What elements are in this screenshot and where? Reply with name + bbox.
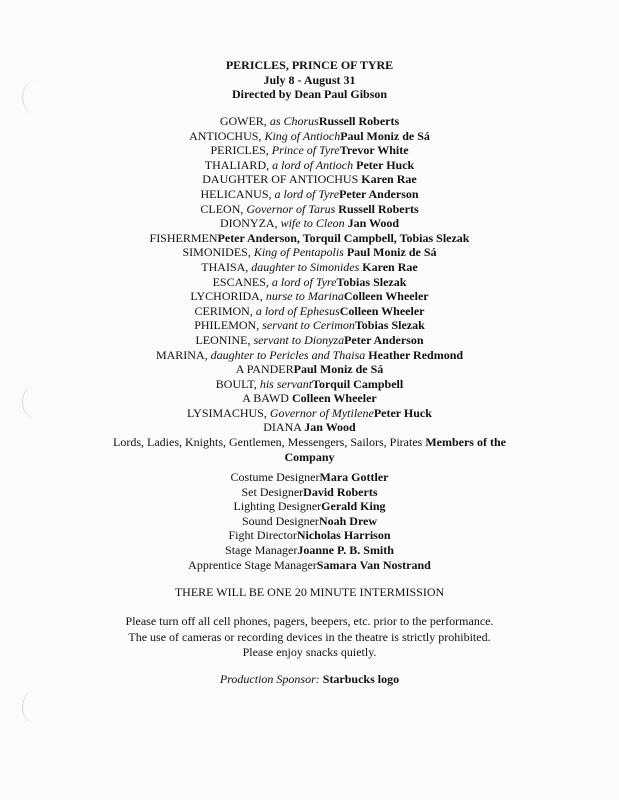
cast-list [0, 114, 619, 464]
cast-role: CERIMON, [194, 303, 256, 318]
cast-row [0, 348, 619, 363]
cast-role: ANTIOCHUS, [189, 128, 265, 143]
cast-role-description: a lord of Antioch [272, 157, 357, 172]
policy-line: Please turn off all cell phones, pagers, beepers, etc. prior to the performance. [125, 614, 494, 628]
cast-row [0, 114, 619, 129]
cast-actor: Peter Huck [373, 405, 432, 420]
cast-actor: Karen Rae [362, 259, 418, 274]
cast-actor: Peter Huck [356, 157, 415, 172]
cast-role: LYCHORIDA, [190, 289, 266, 304]
cast-actor: Colleen Wheeler [291, 391, 377, 406]
cast-role: THALIARD, [204, 157, 273, 172]
cast-actor: Jan Wood [347, 216, 400, 231]
cast-role-description: a lord of Tyre [271, 274, 337, 289]
cast-actor: Peter Anderson, Torquil Campbell, Tobias Slezak [217, 230, 470, 245]
cast-actor: Jan Wood [304, 420, 356, 435]
cast-actor: Paul Moniz de Sá [293, 362, 384, 377]
cast-role: A PANDER [235, 362, 294, 377]
cast-role: A BAWD [242, 391, 292, 406]
cast-role-description: servant to Cerimon [262, 318, 355, 333]
cast-role-description: nurse to Marina [265, 289, 344, 304]
cast-role: FISHERMEN [149, 230, 218, 245]
crew-member: Nicholas Harrison [296, 528, 391, 543]
audience-policy [0, 614, 619, 661]
crew-row [0, 528, 619, 543]
cast-row [0, 275, 619, 290]
cast-actor: Company [284, 449, 335, 464]
cast-role-description: servant to Dionyza [253, 332, 345, 347]
cast-role: GOWER, [219, 114, 270, 128]
crew-row [0, 543, 619, 558]
cast-row [0, 143, 619, 158]
cast-row [0, 129, 619, 144]
cast-actor: Members of the [425, 435, 506, 450]
cast-row [0, 420, 619, 435]
crew-row [0, 470, 619, 485]
cast-actor: Tobias Slezak [354, 318, 425, 333]
cast-role-description: King of Pentapolis [253, 245, 347, 260]
cast-role: BOULT, [215, 376, 260, 391]
cast-role: SIMONIDES, [182, 245, 254, 260]
cast-role-description: wife to Cleon [280, 216, 348, 231]
cast-role-description: Prince of Tyre [271, 143, 340, 158]
crew-role: Costume Designer [230, 470, 320, 484]
crew-member: David Roberts [303, 484, 378, 499]
crew-row [0, 499, 619, 514]
cast-actor: Peter Anderson [339, 186, 419, 201]
production-sponsor [0, 672, 619, 687]
cast-role-description: as Chorus [269, 114, 319, 128]
cast-row [0, 333, 619, 348]
cast-role-description: daughter to Simonides [251, 259, 363, 274]
cast-row [0, 231, 619, 246]
crew-row [0, 485, 619, 500]
cast-role-description: Governor of Tarus [246, 201, 339, 216]
program-header [0, 58, 619, 102]
cast-role: LYSIMACHUS, [187, 405, 270, 420]
cast-role: CLEON, [200, 201, 247, 216]
play-title: PERICLES, PRINCE OF TYRE [225, 58, 394, 72]
cast-actor: Torquil Campbell [312, 376, 404, 391]
cast-role: Lords, Ladies, Knights, Gentlemen, Messengers, Sailors, Pirates [113, 435, 426, 450]
cast-actor: Colleen Wheeler [343, 289, 429, 304]
sponsor-label: Production Sponsor: [219, 672, 323, 686]
cast-actor: Colleen Wheeler [339, 303, 425, 318]
cast-row [0, 391, 619, 406]
policy-line: The use of cameras or recording devices in the theatre is strictly prohibited. [128, 629, 491, 644]
cast-role-description: daughter to Pericles and Thaisa [210, 347, 369, 362]
cast-row [0, 187, 619, 202]
cast-row [0, 158, 619, 173]
cast-row [0, 289, 619, 304]
run-dates: July 8 - August 31 [263, 72, 356, 87]
cast-role: ESCANES, [212, 274, 272, 289]
cast-actor: Trevor White [339, 143, 409, 158]
punch-hole-mark [22, 690, 51, 724]
cast-row [0, 260, 619, 275]
sponsor-logo: Starbucks logo [322, 672, 400, 686]
cast-role-description: a lord of Ephesus [255, 303, 340, 318]
cast-row [0, 172, 619, 187]
director-credit: Directed by Dean Paul Gibson [231, 87, 388, 101]
cast-actor: Karen Rae [361, 172, 417, 187]
crew-role: Fight Director [228, 528, 297, 543]
cast-role: LEONINE, [195, 332, 254, 347]
cast-role-description: a lord of Tyre [274, 186, 340, 201]
cast-role-description: King of Antioch [264, 128, 341, 143]
cast-role: DIANA [263, 420, 305, 435]
crew-row [0, 514, 619, 529]
cast-actor: Russell Roberts [338, 201, 419, 216]
crew-member: Gerald King [321, 499, 386, 514]
crew-role: Stage Manager [225, 542, 298, 557]
cast-actor: Paul Moniz de Sá [346, 245, 437, 260]
cast-row [0, 318, 619, 333]
intermission-notice: THERE WILL BE ONE 20 MINUTE INTERMISSION [174, 585, 445, 599]
crew-list [0, 470, 619, 572]
cast-role: HELICANUS, [200, 186, 275, 201]
cast-actor: Tobias Slezak [336, 274, 407, 289]
cast-role: PERICLES, [210, 143, 272, 158]
cast-row [0, 377, 619, 392]
cast-actor: Peter Anderson [344, 332, 424, 347]
crew-member: Mara Gottler [319, 470, 389, 484]
crew-role: Sound Designer [241, 513, 319, 528]
cast-role: THAISA, [201, 259, 252, 274]
cast-role: PHILEMON, [194, 318, 263, 333]
cast-row [0, 406, 619, 421]
cast-row [0, 245, 619, 260]
cast-row [0, 202, 619, 217]
crew-member: Samara Van Nostrand [316, 557, 431, 572]
crew-role: Set Designer [241, 484, 304, 499]
cast-role-description: Governor of Mytilene [269, 405, 374, 420]
crew-member: Noah Drew [318, 513, 378, 528]
cast-actor: Russell Roberts [318, 114, 400, 128]
cast-role-description: his servant [259, 376, 313, 391]
policy-line: Please enjoy snacks quietly. [242, 645, 377, 659]
cast-role: DIONYZA, [219, 216, 281, 231]
cast-role: MARINA, [155, 347, 211, 362]
cast-row [0, 216, 619, 231]
cast-row [0, 362, 619, 377]
cast-row [0, 304, 619, 319]
crew-row [0, 558, 619, 573]
crew-member: Joanne P. B. Smith [297, 542, 394, 557]
crew-role: Apprentice Stage Manager [188, 557, 317, 572]
crew-role: Lighting Designer [233, 499, 322, 514]
cast-row [0, 435, 619, 450]
cast-actor: Paul Moniz de Sá [340, 128, 430, 143]
cast-actor: Heather Redmond [368, 347, 464, 362]
cast-row [0, 450, 619, 465]
cast-role: DAUGHTER OF ANTIOCHUS [202, 172, 362, 187]
